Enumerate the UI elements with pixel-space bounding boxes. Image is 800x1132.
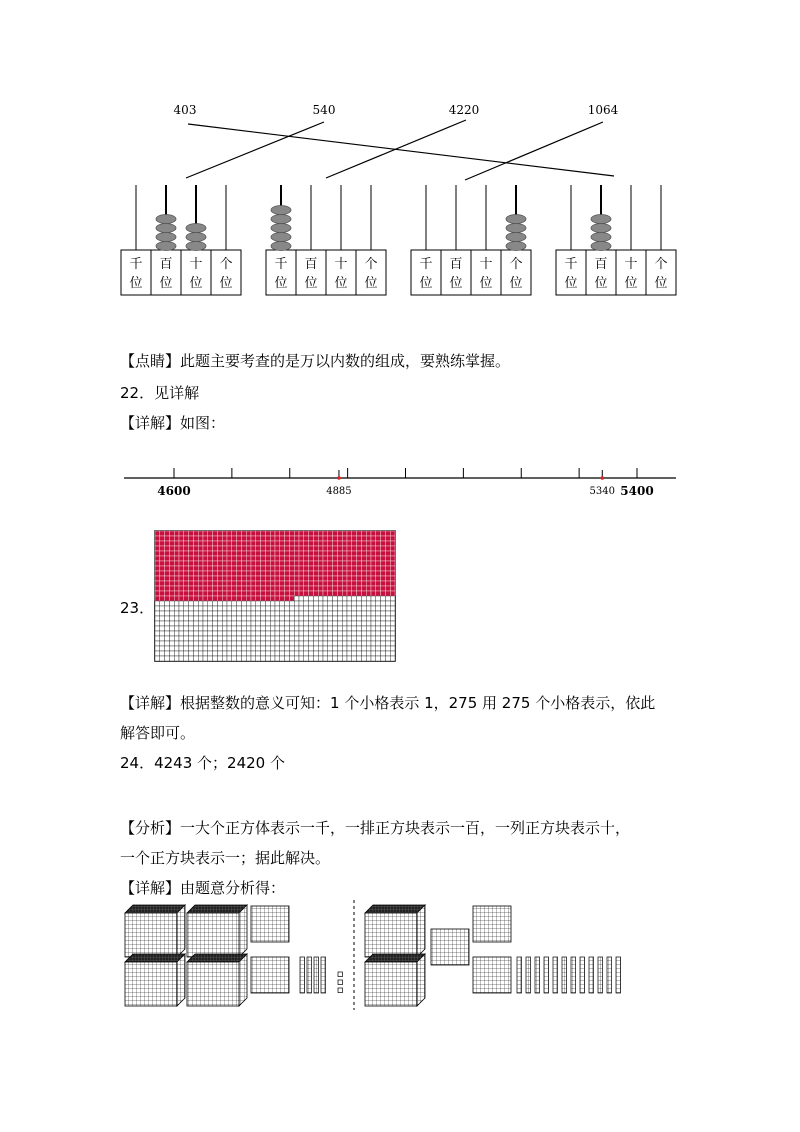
place-label: 位 (334, 276, 348, 291)
place-label: 十 (334, 257, 348, 272)
place-label: 位 (129, 276, 143, 291)
q24-answer: 24．4243 个；2420 个 (120, 754, 285, 772)
bead (271, 215, 291, 224)
analysis-line1: 【分析】一大个正方体表示一千，一排正方块表示一百，一列正方块表示十， (120, 819, 631, 837)
one-unit (338, 988, 343, 993)
tip-text: 【点睛】此题主要考查的是万以内数的组成，要熟练掌握。 (120, 352, 511, 370)
bead (156, 233, 176, 242)
hundred-flat (431, 929, 469, 965)
ten-rod (526, 957, 531, 993)
place-label: 位 (479, 276, 493, 291)
place-label: 位 (219, 276, 233, 291)
place-label: 位 (624, 276, 638, 291)
place-label: 位 (509, 276, 523, 291)
bead (506, 233, 526, 242)
q24-detail: 【详解】由题意分析得： (120, 879, 286, 897)
bead (591, 224, 611, 233)
q22-answer: 22．见详解 (120, 384, 200, 402)
thousand-cube (125, 954, 185, 1006)
bead (186, 233, 206, 242)
ten-rod (300, 957, 305, 993)
abacus-number-403: 403 (173, 103, 197, 117)
bead (186, 224, 206, 233)
abacus-number-4220: 4220 (448, 103, 480, 117)
match-line-540 (186, 122, 324, 178)
abacus-4 (556, 185, 676, 295)
hundred-flat (251, 957, 289, 993)
hundred-flat (473, 957, 511, 993)
ten-rod (535, 957, 540, 993)
bead (506, 215, 526, 224)
place-label: 百 (159, 257, 173, 272)
bead (156, 242, 176, 251)
number-line-end-label: 5400 (620, 484, 654, 498)
q22-detail: 【详解】如图： (120, 414, 226, 432)
ten-rod (321, 957, 326, 993)
match-line-4220 (326, 120, 466, 178)
place-label: 个 (364, 257, 378, 272)
place-label: 位 (564, 276, 578, 291)
match-line-403 (188, 124, 614, 176)
one-unit (338, 972, 343, 977)
analysis-line2: 一个正方块表示一；据此解决。 (120, 849, 331, 867)
matching-lines (186, 120, 614, 180)
ten-rod (307, 957, 312, 993)
ten-rod (571, 957, 576, 993)
place-label: 位 (274, 276, 288, 291)
match-line-1064 (465, 122, 603, 180)
thousand-cube (125, 905, 185, 957)
abacus-matching-diagram (0, 90, 800, 310)
ten-rod (598, 957, 603, 993)
hundred-grid (150, 528, 400, 664)
thousand-cube (365, 954, 425, 1006)
place-label: 位 (364, 276, 378, 291)
bead (591, 215, 611, 224)
ten-rod (553, 957, 558, 993)
base-ten-blocks-diagram (0, 895, 800, 1015)
thousand-cube (187, 905, 247, 957)
ten-rod (544, 957, 549, 993)
number-line-point-label: 4885 (326, 486, 352, 497)
q23-detail-line1: 【详解】根据整数的意义可知：1 个小格表示 1，275 用 275 个小格表示，依此 (120, 694, 656, 712)
number-line-start-label: 4600 (157, 484, 191, 498)
bead (186, 242, 206, 251)
place-label: 百 (594, 257, 608, 272)
place-label: 位 (159, 276, 173, 291)
place-label: 位 (419, 276, 433, 291)
place-label: 个 (654, 257, 668, 272)
place-label: 个 (509, 257, 523, 272)
place-label: 百 (304, 257, 318, 272)
bead (156, 224, 176, 233)
bead (156, 215, 176, 224)
abacus-3 (411, 185, 531, 295)
ten-rod (580, 957, 585, 993)
place-label: 十 (189, 257, 203, 272)
abacus-1 (121, 185, 241, 295)
place-label: 千 (129, 257, 143, 272)
number-line-point (337, 476, 341, 480)
bead (506, 242, 526, 251)
place-label: 位 (189, 276, 203, 291)
bead (271, 242, 291, 251)
bead (591, 233, 611, 242)
hundred-flat (251, 906, 289, 942)
number-line-point (600, 476, 604, 480)
abacus-2 (266, 185, 386, 295)
bead (271, 233, 291, 242)
ten-rod (562, 957, 567, 993)
one-unit (338, 980, 343, 985)
abacus-number-540: 540 (312, 103, 336, 117)
bead (506, 224, 526, 233)
number-line (0, 460, 800, 505)
place-label: 位 (594, 276, 608, 291)
place-label: 位 (654, 276, 668, 291)
place-label: 千 (274, 257, 288, 272)
bead (271, 206, 291, 215)
hundred-flat (473, 906, 511, 942)
q23-detail-line2: 解答即可。 (120, 724, 196, 742)
place-label: 千 (564, 257, 578, 272)
ten-rod (589, 957, 594, 993)
ten-rod (607, 957, 612, 993)
place-label: 百 (449, 257, 463, 272)
ten-rod (314, 957, 319, 993)
thousand-cube (187, 954, 247, 1006)
thousand-cube (365, 905, 425, 957)
place-label: 位 (304, 276, 318, 291)
bead (591, 242, 611, 251)
place-label: 位 (449, 276, 463, 291)
place-label: 十 (624, 257, 638, 272)
ten-rod (517, 957, 522, 993)
bead (271, 224, 291, 233)
place-label: 个 (219, 257, 233, 272)
abacus-number-1064: 1064 (587, 103, 619, 117)
place-label: 千 (419, 257, 433, 272)
q23-number: 23． (120, 599, 155, 617)
number-line-point-label: 5340 (589, 486, 616, 497)
place-label: 十 (479, 257, 493, 272)
ten-rod (616, 957, 621, 993)
